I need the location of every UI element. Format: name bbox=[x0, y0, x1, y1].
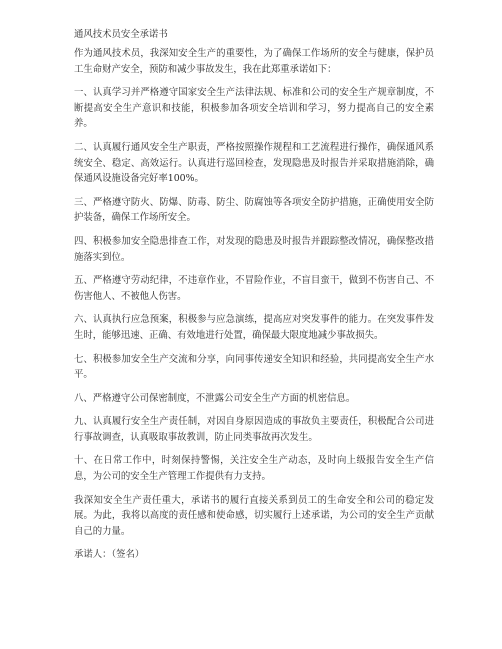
signature-line: 承诺人：（签名） bbox=[74, 549, 145, 561]
paragraph-item-6: 六、认真执行应急预案，积极参与应急演练，提高应对突发事件的能力。在突发事件发生时，能够迅速、正确、有效地进行处置，确保最大限度地减少事故损失。 bbox=[74, 314, 434, 341]
paragraph-item-9: 九、认真履行安全生产责任制，对因自身原因造成的事故负主要责任，积极配合公司进行事故调查，认真吸取事故教训，防止同类事故再次发生。 bbox=[74, 416, 434, 443]
paragraph-item-7: 七、积极参加安全生产交流和分享，向同事传递安全知识和经验，共同提高安全生产水平。 bbox=[74, 353, 434, 381]
paragraph-conclusion: 我深知安全生产责任重大，承诺书的履行直接关系到员工的生命安全和公司的稳定发展。为此，我将以高度的责任感和使命感，切实履行上述承诺，为公司的安全生产贡献自己的力量。 bbox=[74, 494, 434, 537]
paragraph-item-10: 十、在日常工作中，时刻保持警惕，关注安全生产动态，及时向上级报告安全生产信息，为公司的安全生产管理工作提供有力支持。 bbox=[74, 455, 434, 483]
document-body bbox=[74, 28, 434, 563]
paragraph-item-3: 三、严格遵守防火、防爆、防毒、防尘、防腐蚀等各项安全防护措施，正确使用安全防护装备，确保工作场所安全。 bbox=[74, 196, 434, 224]
paragraph-item-8: 八、严格遵守公司保密制度，不泄露公司安全生产方面的机密信息。 bbox=[74, 392, 356, 404]
paragraph-item-5: 五、严格遵守劳动纪律，不违章作业，不冒险作业，不盲目蛮干，做到不伤害自己、不伤害他人、不被他人伤害。 bbox=[74, 275, 434, 302]
paragraph-intro: 作为通风技术员，我深知安全生产的重要性，为了确保工作场所的安全与健康，保护员工生命财产安全，预防和减少事故发生，我在此郑重承诺如下： bbox=[74, 48, 434, 75]
paragraph-item-4: 四、积极参加安全隐患排查工作，对发现的隐患及时报告并跟踪整改情况，确保整改措施落实到位。 bbox=[74, 235, 434, 263]
document-title: 通风技术员安全承诺书 bbox=[74, 29, 168, 40]
paragraph-item-2: 二、认真履行通风安全生产职责，严格按照操作规程和工艺流程进行操作，确保通风系统安全、稳定、高效运行。认真进行巡回检查，发现隐患及时报告并采取措施消除，确保通风设施设备完好率100%。 bbox=[74, 141, 434, 185]
paragraph-item-1: 一、认真学习并严格遵守国家安全生产法律法规、标准和公司的安全生产规章制度，不断提高安全生产意识和技能，积极参加各项安全培训和学习，努力提高自己的安全素养。 bbox=[74, 87, 434, 130]
